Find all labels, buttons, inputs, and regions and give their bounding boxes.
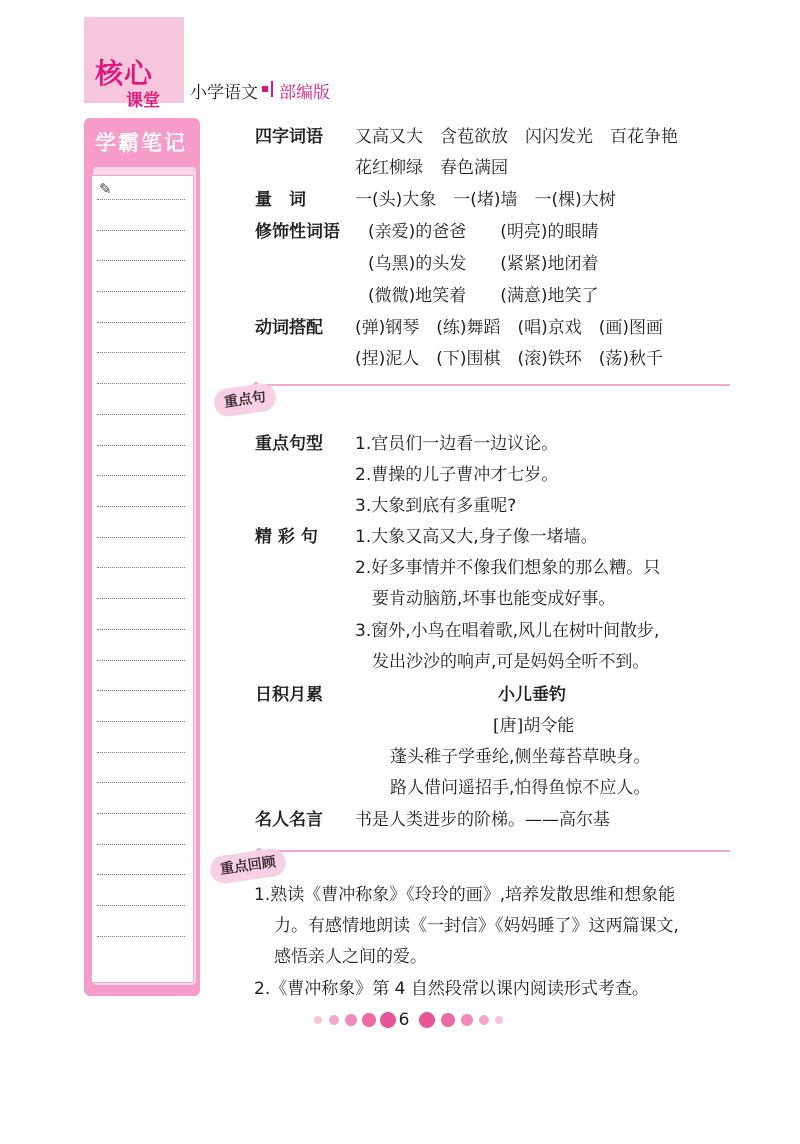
note-line [97, 291, 185, 292]
modifier-line3: (微微)地笑着 (满意)地笑了 [368, 286, 599, 306]
note-line [97, 260, 185, 261]
review-item-2: 2.《曹冲称象》第 4 自然段常以课内阅读形式考查。 [254, 979, 649, 999]
edition-label: 部编版 [279, 83, 330, 103]
wonderful-item-2b: 要肯动脑筋,坏事也能变成好事。 [372, 589, 616, 609]
wonderful-item-2a: 2.好多事情并不像我们想象的那么糟。只 [355, 558, 661, 578]
modifier-line2: (乌黑)的头发 (紧紧)地闭着 [368, 254, 599, 274]
key-pattern-3: 3.大象到底有多重呢? [355, 496, 517, 516]
note-line [97, 752, 185, 753]
measure-label: 量 词 [255, 190, 306, 210]
measure-line1: 一(头)大象 一(堵)墙 一(棵)大树 [355, 190, 616, 210]
four-char-line2: 花红柳绿 春色满园 [355, 158, 508, 178]
review-item-1c: 感悟亲人之间的爱。 [274, 947, 427, 967]
footer-dot [314, 1016, 322, 1024]
note-line [97, 506, 185, 507]
logo-sub-text: 课堂 [126, 91, 160, 111]
quote-text: 书是人类进步的阶梯。——高尔基 [355, 810, 610, 830]
note-line [97, 475, 185, 476]
subject-label: 小学语文 [190, 83, 258, 103]
verb-line1: (弹)钢琴 (练)舞蹈 (唱)京戏 (画)图画 [355, 318, 664, 338]
note-line [97, 445, 185, 446]
note-line [97, 721, 185, 722]
note-line [97, 352, 185, 353]
four-char-label: 四字词语 [255, 127, 323, 147]
footer-dot [362, 1013, 376, 1027]
note-line [97, 905, 185, 906]
wonderful-label: 精 彩 句 [255, 527, 318, 547]
footer-dot [329, 1015, 339, 1025]
quote-label: 名人名言 [255, 810, 323, 830]
four-char-line1: 又高又大 含苞欲放 闪闪发光 百花争艳 [355, 127, 678, 147]
poem-line-1: 蓬头稚子学垂纶,侧坐莓苔草映身。 [390, 747, 651, 767]
section-divider [255, 384, 730, 386]
divider [271, 81, 273, 97]
key-pattern-1: 1.官员们一边看一边议论。 [355, 434, 559, 454]
footer-dot [419, 1012, 435, 1028]
daily-label: 日积月累 [255, 685, 323, 705]
footer-dot [345, 1014, 357, 1026]
note-line [97, 936, 185, 937]
review-item-1a: 1.熟读《曹冲称象》《玲玲的画》,培养发散思维和想象能 [254, 885, 676, 905]
verb-label: 动词搭配 [255, 318, 323, 338]
key-pattern-2: 2.曹操的儿子曹冲才七岁。 [355, 465, 559, 485]
poem-author: [唐]胡令能 [493, 716, 575, 736]
note-line [97, 537, 185, 538]
note-line [97, 660, 185, 661]
footer-dot [461, 1014, 473, 1026]
modifier-line1: (亲爱)的爸爸 (明亮)的眼睛 [368, 222, 599, 242]
note-line [97, 844, 185, 845]
note-line [97, 414, 185, 415]
logo-main-text: 核心 [95, 57, 154, 90]
note-line [97, 322, 185, 323]
footer-dot [495, 1016, 503, 1024]
wonderful-item-1: 1.大象又高又大,身子像一堵墙。 [355, 527, 598, 547]
note-line [97, 629, 185, 630]
wonderful-item-3b: 发出沙沙的响声,可是妈妈全听不到。 [372, 652, 650, 672]
note-line [97, 383, 185, 384]
footer-dot [479, 1015, 489, 1025]
section-divider [258, 850, 730, 852]
modifier-label: 修饰性词语 [255, 222, 340, 242]
square-bullet-icon [262, 86, 268, 92]
note-line [97, 874, 185, 875]
key-patterns-label: 重点句型 [255, 434, 323, 454]
note-line [97, 199, 185, 200]
note-line [97, 598, 185, 599]
note-line [97, 782, 185, 783]
poem-title: 小儿垂钓 [498, 685, 566, 705]
poem-line-2: 路人借问遥招手,怕得鱼惊不应人。 [390, 778, 651, 798]
notes-title: 学霸笔记 [95, 131, 187, 155]
page-number: 6 [398, 1010, 410, 1030]
verb-line2: (捏)泥人 (下)围棋 (滚)铁环 (荡)秋千 [355, 349, 664, 369]
key-sentences-badge: 重点句 [212, 382, 277, 418]
note-line [97, 567, 185, 568]
footer-dot [441, 1013, 455, 1027]
pencil-icon: ✎ [99, 180, 112, 198]
note-line [97, 813, 185, 814]
notes-paper [91, 175, 194, 983]
wonderful-item-3a: 3.窗外,小鸟在唱着歌,风儿在树叶间散步, [355, 621, 660, 641]
review-badge: 重点回顾 [208, 847, 287, 885]
note-line [97, 230, 185, 231]
note-line [97, 690, 185, 691]
review-item-1b: 力。有感情地朗读《一封信》《妈妈睡了》这两篇课文, [274, 916, 679, 936]
